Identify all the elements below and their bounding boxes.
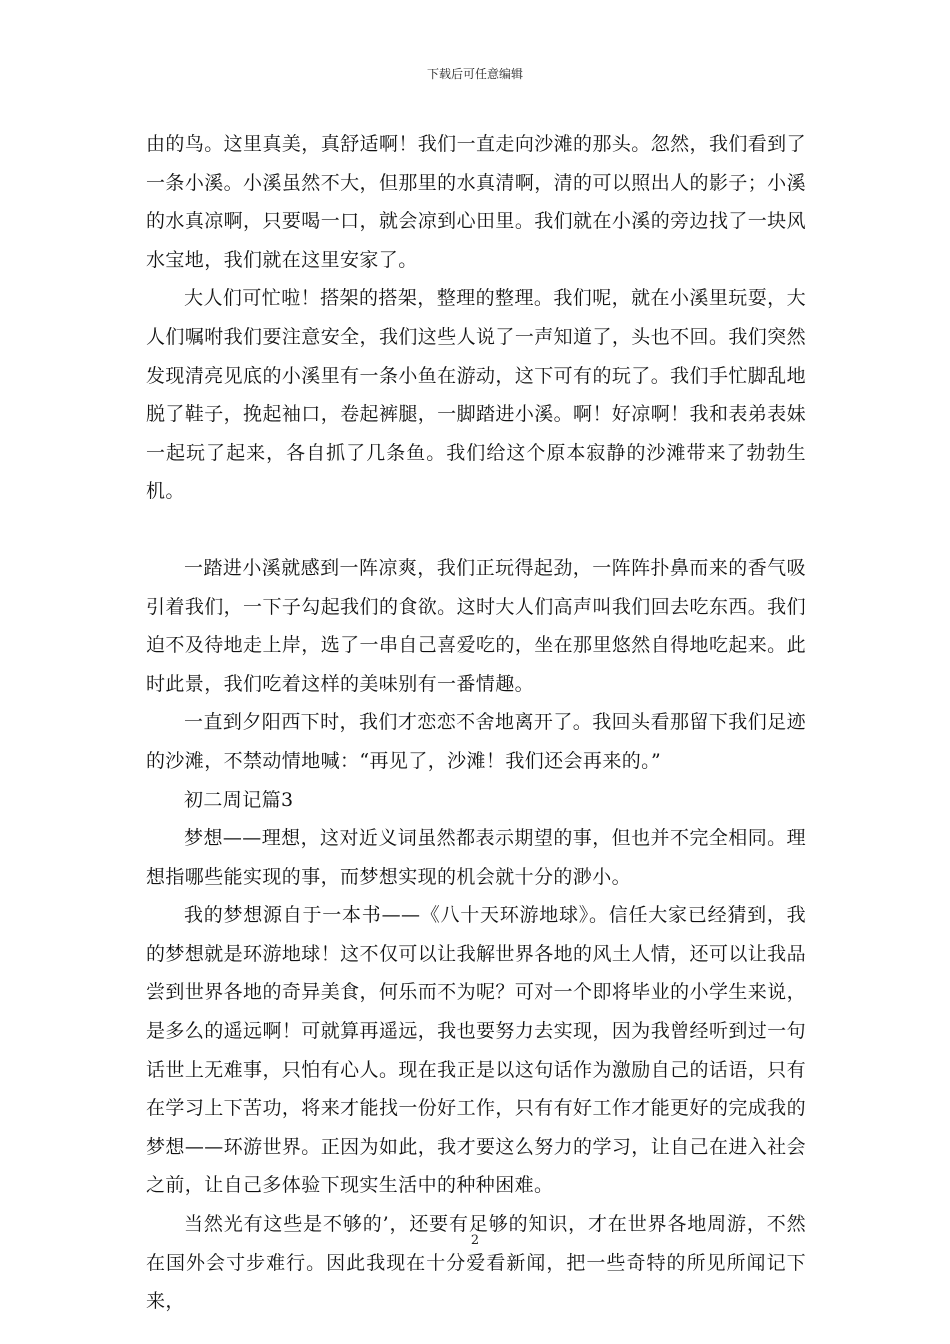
paragraph: 一踏进小溪就感到一阵凉爽，我们正玩得起劲，一阵阵扑鼻而来的香气吸引着我们，一下子勾起我们的食欲。这时大人们高声叫我们回去吃东西。我们迫不及待地走上岸，选了一串自己喜爱吃的，坐在那里悠然自得地吃起来。此时此景，我们吃着这样的美味别有一番情趣。 [146, 556, 806, 695]
paragraph-continuation: 由的鸟。这里真美，真舒适啊！我们一直走向沙滩的那头。忽然，我们看到了一条小溪。小溪虽然不大，但那里的水真清啊，清的可以照出人的影子；小溪的水真凉啊，只要喝一口，就会凉到心田里。我们就在小溪的旁边找了一块风水宝地，我们就在这里安家了。 [146, 133, 806, 271]
section-heading: 初二周记篇3 [184, 788, 294, 811]
page-number: 2 [470, 1233, 480, 1248]
paragraph: 当然光有这些是不够的’，还要有足够的知识，才在世界各地周游，不然在国外会寸步难行。因此我现在十分爱看新闻，把一些奇特的所见所闻记下来， [146, 1213, 806, 1313]
paragraph: 梦想——理想，这对近义词虽然都表示期望的事，但也并不完全相同。理想指哪些能实现的事，而梦想实现的机会就十分的渺小。 [146, 827, 806, 888]
document-body [146, 125, 806, 1321]
page-header: 下载后可任意编辑 [426, 67, 523, 81]
paragraph: 大人们可忙啦！搭架的搭架，整理的整理。我们呢，就在小溪里玩耍，大人们嘱咐我们要注意安全，我们这些人说了一声知道了，头也不回。我们突然发现清亮见底的小溪里有一条小鱼在游动，这下可有的玩了。我们手忙脚乱地脱了鞋子，挽起袖口，卷起裤腿，一脚踏进小溪。啊！好凉啊！我和表弟表妹一起玩了起来，各自抓了几条鱼。我们给这个原本寂静的沙滩带来了勃勃生机。 [146, 287, 806, 503]
paragraph: 我的梦想源自于一本书——《八十天环游地球》。信任大家已经猜到，我的梦想就是环游地球！这不仅可以让我解世界各地的风土人情，还可以让我品尝到世界各地的奇异美食，何乐而不为呢？可对一个即将毕业的小学生来说，是多么的遥远啊！可就算再遥远，我也要努力去实现，因为我曾经听到过一句话世上无难事，只怕有心人。现在我正是以这句话作为激励自己的话语，只有在学习上下苦功，将来才能找一份好工作，只有有好工作才能更好的完成我的梦想——环游世界。正因为如此，我才要这么努力的学习，让自己在进入社会之前，让自己多体验下现实生活中的种种困难。 [146, 904, 806, 1197]
paragraph: 一直到夕阳西下时，我们才恋恋不舍地离开了。我回头看那留下我们足迹的沙滩，不禁动情地喊：“再见了，沙滩！我们还会再来的。” [146, 711, 806, 772]
